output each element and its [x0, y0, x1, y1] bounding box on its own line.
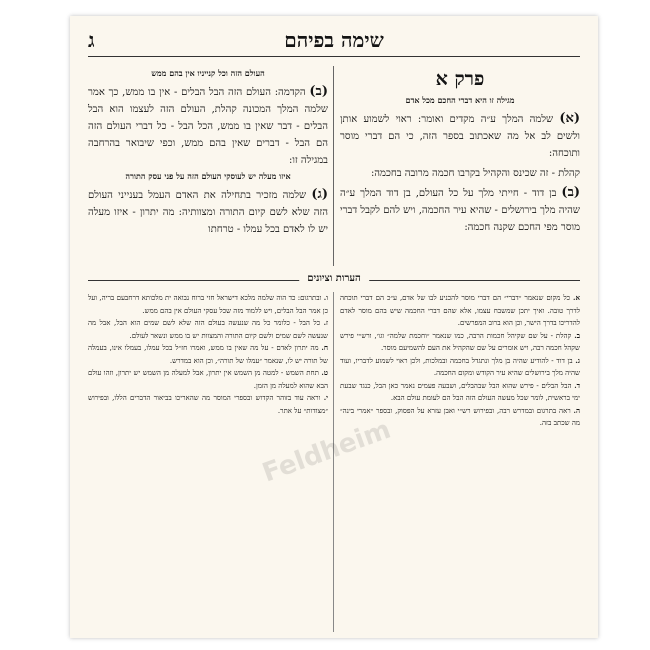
notes-divider	[88, 273, 580, 287]
footnote-label: ט.	[321, 368, 328, 377]
verse-paragraph	[340, 184, 580, 236]
footnote-text: הבל הבלים - פירש שהוא הבל שבהבלים, ושבעה פעמים נאמר כאן הבל, כנגד שבעת ימי בראשית, לומר שכל מעשה העולם הזה הבל הם לעומת עולם הבא.	[340, 381, 580, 402]
footnote-label: י.	[323, 393, 328, 402]
verse-text: קהלת - זה שכינס והקהיל בקרבו חכמה מרובה בחכמה:	[370, 168, 580, 179]
verse-text: הקדמה: העולם הזה הבל הבלים - אין בו ממש, כך אמר שלמה המלך המכונה קהלת, העולם הזה לעצמו הוא הבל הבלים - דבר שאין בו ממש, הכל הבל - כל דברי העולם הזה הם הבל - דברים שאין בהם ממש, וכפי שיבואר בהרחבה במגילה זו:	[88, 87, 328, 166]
verse-paragraph	[88, 186, 328, 238]
footnote	[340, 355, 580, 380]
footnote	[88, 317, 328, 342]
footnote-text: כל הבל - כלומר כל מה שנעשה בעולם הזה שלא לשם שמים הוא הבל, אבל מה שנעשה לשם שמים ולשם קיום התורה והמצוות יש בו ממש ונשאר לעולם.	[88, 319, 328, 340]
footnote	[340, 330, 580, 355]
chapter-heading: פרק א	[435, 68, 485, 90]
verse-paragraph	[340, 110, 580, 162]
column-divider	[333, 66, 334, 266]
verse-label: (ב)	[309, 84, 328, 99]
watermark: Feldheim	[258, 414, 395, 489]
footnote-text: כל מקום שנאמר ״דברי״ הם דברי מוסר להכניע לבו של אדם, ע״כ הם דברי תוכחה לדרך טובה. ואיך יתכן שמשבח עצמו, אלא שהם דברי החכמה שיש בהם מוסר לאדם להדריכו בדרך הישר, וכן הוא ברוב המפרשים.	[340, 294, 580, 327]
footnote-label: ו.	[323, 293, 328, 302]
footnote	[88, 292, 328, 317]
footnote-label: ח.	[321, 343, 328, 352]
verse-label: (ב)	[561, 185, 580, 200]
footnote-label: ד.	[574, 380, 580, 390]
verse-text: בן דוד - חייתי מלך על כל העולם, בן דוד המלך ע״ה שהיה מלך בירושלים - שהיא עיר החכמה, ויש להם לקבל דברי מוסר מפי החכם שקנה חכמה:	[340, 188, 580, 233]
footnote-text: ראה בתרגום ובמדרש רבה, ובפירוש רש״י ואבן עזרא על הפסוק, ובספר ״אמרי בינה״ מה שכתב בזה.	[340, 406, 580, 427]
footnote-label: ז.	[323, 318, 328, 327]
notes-title: הערות וציונים	[299, 273, 369, 284]
main-text-right-column	[340, 66, 580, 266]
footnote	[340, 292, 580, 330]
footnote-text: מה יתרון לאדם - על מה שאין בו ממש, ואמרו חז״ל בכל עמלו, בעמלו אינו, בעמלה של תורה יש לו, שנאמר ״עמלו של תורה״, וכן הוא במדרש.	[88, 344, 328, 365]
verse-paragraph	[340, 164, 580, 182]
footnote-label: ה.	[573, 405, 580, 415]
footnote-label: ב.	[574, 330, 580, 340]
footnote	[88, 342, 328, 367]
running-head	[88, 24, 580, 57]
main-text-left-column	[88, 66, 328, 266]
footnote	[88, 392, 328, 417]
footnote-text: תחת השמש - למטה מן השמש אין יתרון, אבל למעלה מן השמש יש יתרון, וזהו עולם הבא שהוא למעלה מן הזמן.	[88, 369, 328, 390]
footnote-text: ובתרגום: כד הוה שלמה מלכא דישראל חזי ברוח נבואה ית מלכותא דרחבעם בריה, ועל כן אמר הבל הבלים, ויש ללמוד מזה שכל עסקי העולם אין בהם ממש.	[88, 294, 328, 315]
section-subheading: העולם הזה וכל קנייניו אין בהם ממש	[151, 68, 265, 78]
footnote-text: קהלת - על שם שקיהל חכמות הרבה, כמו שנאמר ״וחכמת שלמה״ וגו׳, ורש״י פירש שקהל חכמה רבה, ויש אומרים על שם שהקהיל את העם להשמיעם מוסר.	[340, 331, 580, 352]
verse-label: (ג)	[311, 187, 328, 202]
verse-text: שלמה מזכיר בתחילה את האדם העמל בענייני העולם הזה שלא לשם קיום התורה ומצוותיה: מה יתרון - איזו מעלה יש לו לאדם בכל עמלו - טרחתו	[88, 190, 328, 235]
verse-paragraph	[88, 83, 328, 169]
section-subheading: איזו מעלה יש לעוסקי העולם הזה על פני עסק התורה	[125, 171, 291, 181]
footnote-text: וראה עוד בזוהר הקדוש ובספרי המוסר מה שהאריכו בביאור הדברים הללו, ובפירוש ״מצודות״ על אתר.	[88, 394, 328, 415]
footnote-text: בן דוד - להודיע שהיה בן מלך ונתגדל בחכמה ובמלכות, ולכן ראוי לשמוע לדבריו, ועוד שהיה מלך בירושלים שהיא עיר הקודש ומקום החכמה.	[340, 356, 580, 377]
footnote	[88, 367, 328, 392]
verse-text: שלמה המלך ע״ה מקדים ואומר: ראוי לשמוע אותן ולשים לב אל מה שאכתוב בספר הזה, כי הם דברי מוסר ותוכחה:	[340, 114, 580, 159]
book-page	[70, 16, 598, 638]
verse-label: (א)	[559, 111, 580, 126]
footnote	[340, 380, 580, 405]
page-number: ג	[88, 28, 95, 52]
page-title: שימה בפיהם	[284, 28, 384, 52]
footnote-label: א.	[573, 293, 580, 302]
section-subheading: מגילה זו היא דברי החכם מכל אדם	[405, 95, 515, 105]
footnote-label: ג.	[575, 355, 580, 365]
